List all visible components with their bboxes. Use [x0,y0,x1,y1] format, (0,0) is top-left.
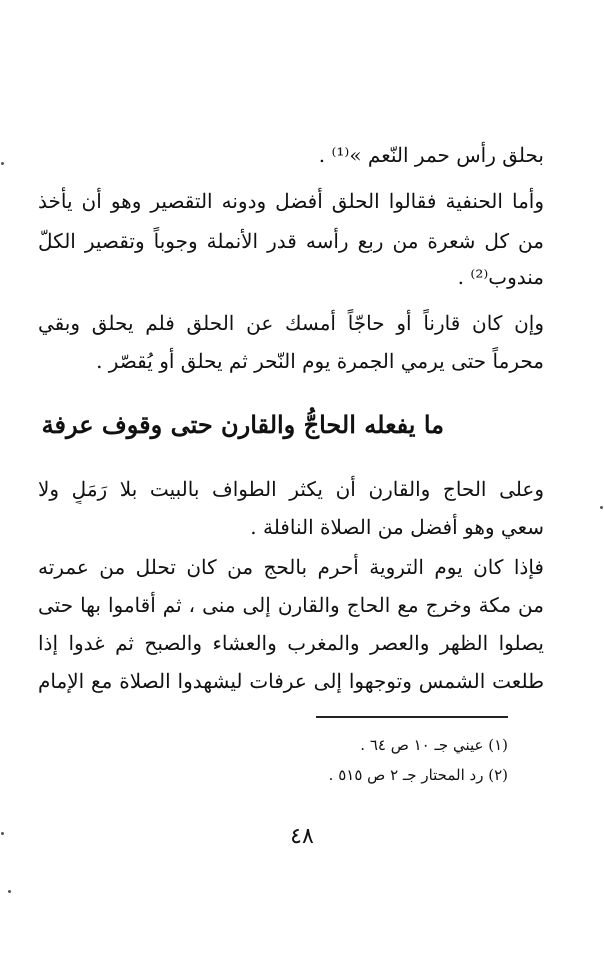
scan-speck [1,832,4,835]
scan-speck [600,506,603,509]
page-number: ٤٨ [290,824,314,849]
section-heading: ما يفعله الحاجُّ والقارن حتى وقوف عرفة [41,410,444,439]
footnote-separator [316,716,508,718]
text-line-1: بحلق رأس حمر النّعم »⁽¹⁾ . [318,143,544,167]
text-line-7: وعلى الحاج والقارن أن يكثر الطواف بالبيت بلا رَمَلٍ ولا [38,477,544,501]
text-line-8: سعي وهو أفضل من الصلاة النافلة . [250,515,544,539]
text-line-6: محرماً حتى يرمي الجمرة يوم النّحر ثم يحلق أو يُقصّر . [96,349,544,373]
scan-speck [8,890,11,893]
footnote-2: (٢) رد المحتار جـ ٢ ص ٥١٥ . [328,766,508,784]
text-line-11: يصلوا الظهر والعصر والمغرب والعشاء والصبح ثم غدوا إذا [38,631,544,655]
text-line-5: وإن كان قارناً أو حاجّاً أمسك عن الحلق فلم يحلق وبقي [38,311,544,335]
footnote-1: (١) عيني جـ ١٠ ص ٦٤ . [360,736,508,754]
text-line-4: مندوب⁽²⁾ . [457,265,544,289]
text-line-12: طلعت الشمس وتوجهوا إلى عرفات ليشهدوا الصلاة مع الإمام [38,669,544,693]
text-line-2: وأما الحنفية فقالوا الحلق أفضل ودونه التقصير وهو أن يأخذ [38,189,544,213]
text-line-3: من كل شعرة من ربع رأسه قدر الأنملة وجوباً وتقصير الكلّ [38,229,544,253]
text-line-9: فإذا كان يوم التروية أحرم بالحج من كان تحلل من عمرته [38,555,544,579]
scan-speck [1,162,4,165]
text-line-10: من مكة وخرج مع الحاج والقارن إلى منى ، ثم أقاموا بها حتى [38,593,544,617]
